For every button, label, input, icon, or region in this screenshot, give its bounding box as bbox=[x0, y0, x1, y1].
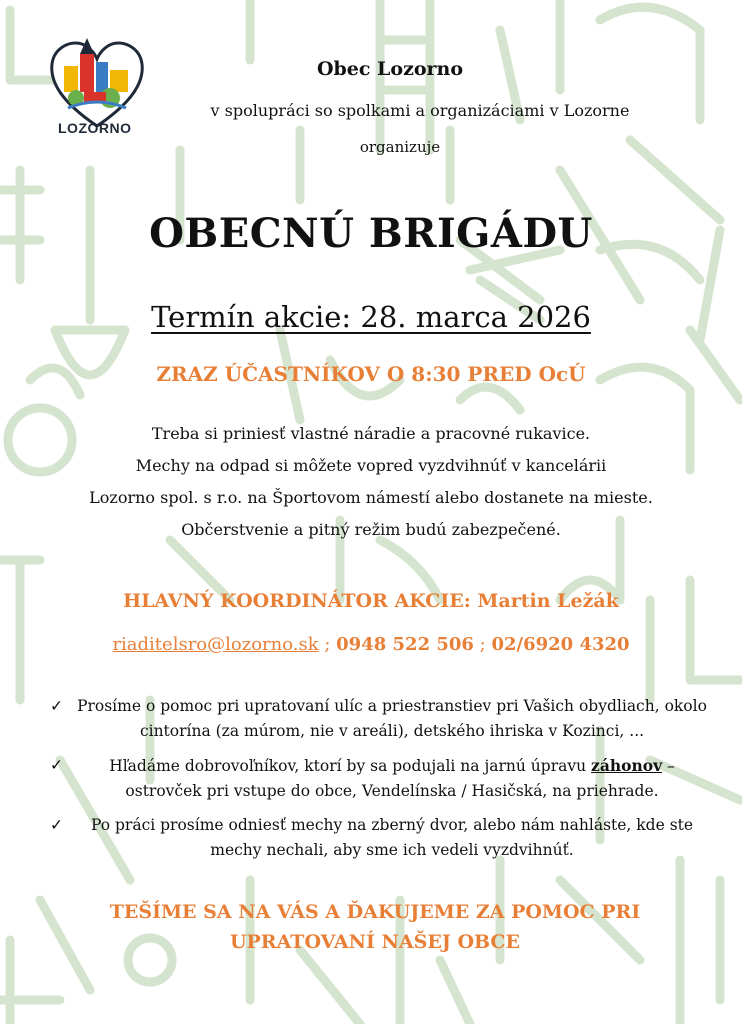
meeting-time: ZRAZ ÚČASTNÍKOV O 8:30 PRED OcÚ bbox=[156, 362, 586, 386]
info-line: Mechy na odpad si môžete vopred vyzdvihnúť v kancelárii bbox=[135, 456, 607, 475]
highlight-word: záhonov bbox=[591, 756, 663, 775]
bullet-text: Prosíme o pomoc pri upratovaní ulíc a priestranstiev pri Vašich obydliach, okolo cintorína (za múrom, nie v areáli), detského ihriska v Kozinci, ... bbox=[77, 697, 707, 740]
page-title: OBECNÚ BRIGÁDU bbox=[149, 210, 593, 257]
list-item bbox=[50, 813, 710, 863]
organizer-name: Obec Lozorno bbox=[316, 58, 464, 80]
closing-message: TEŠÍME SA NA VÁS A ĎAKUJEME ZA POMOC PRI UPRATOVANÍ NAŠEJ OBCE bbox=[109, 901, 641, 953]
separator: ; bbox=[473, 634, 492, 655]
phone-mobile: 0948 522 506 bbox=[336, 634, 474, 655]
email-link[interactable]: riaditelsro@lozorno.sk bbox=[112, 634, 319, 655]
check-icon: ✓ bbox=[50, 816, 63, 834]
logo-text: LOZORNO bbox=[58, 120, 132, 136]
contact-line bbox=[0, 634, 742, 655]
coordinator: HLAVNÝ KOORDINÁTOR AKCIE: Martin Ležák bbox=[123, 590, 619, 612]
info-line: Občerstvenie a pitný režim budú zabezpečené. bbox=[181, 520, 561, 539]
bullet-text: – ostrovček pri vstupe do obce, Vendelínska / Hasičská, na priehrade. bbox=[125, 757, 675, 800]
info-line: Lozorno spol. s r.o. na Športovom námestí alebo dostanete na mieste. bbox=[89, 488, 653, 507]
info-block bbox=[0, 418, 742, 546]
check-icon: ✓ bbox=[50, 756, 63, 774]
list-item bbox=[50, 694, 710, 744]
phone-landline: 02/6920 4320 bbox=[491, 634, 630, 655]
list-item bbox=[50, 753, 710, 804]
bullet-text: Po práci prosíme odniesť mechy na zberný dvor, alebo nám nahláste, kde ste mechy nechali, aby sme ich vedeli vyzdvihnúť. bbox=[90, 816, 694, 859]
event-date: Termín akcie: 28. marca 2026 bbox=[151, 300, 591, 334]
bullet-list bbox=[50, 694, 710, 872]
info-line: Treba si priniesť vlastné náradie a pracovné rukavice. bbox=[151, 424, 591, 443]
bullet-text: Hľadáme dobrovoľníkov, ktorí by sa podujali na jarnú úpravu bbox=[109, 757, 592, 775]
check-icon: ✓ bbox=[50, 697, 63, 715]
organizes-line: organizuje bbox=[359, 138, 441, 156]
separator: ; bbox=[318, 634, 337, 655]
cooperation-line: v spolupráci so spolkami a organizáciami v Lozorne bbox=[210, 101, 630, 120]
